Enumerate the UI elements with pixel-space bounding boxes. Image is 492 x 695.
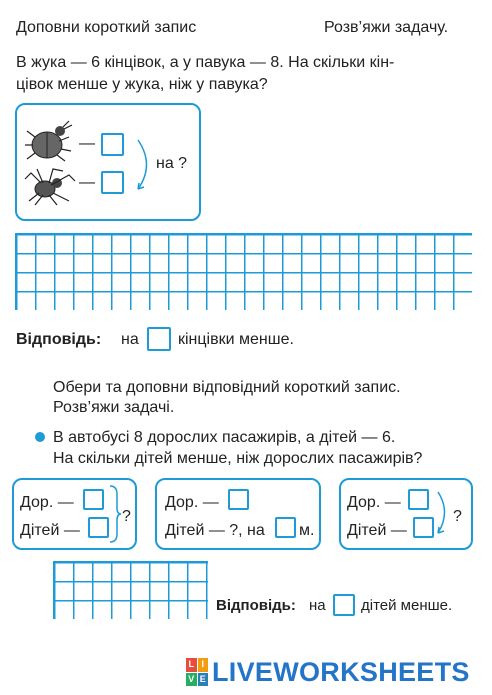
curved-arrow-icon bbox=[135, 137, 157, 193]
option-1-children-input[interactable] bbox=[88, 517, 109, 538]
option-1-panel[interactable] bbox=[12, 478, 137, 550]
logo-letter: E bbox=[198, 673, 209, 687]
answer-post-1: кінцівки менше. bbox=[178, 331, 294, 348]
logo-letter: L bbox=[186, 658, 197, 672]
difference-label: на ? bbox=[156, 155, 188, 172]
option-3-children-input[interactable] bbox=[413, 517, 434, 538]
bullet-icon bbox=[35, 432, 45, 442]
solution-grid-1[interactable] bbox=[15, 233, 472, 310]
answer-pre-1: на bbox=[121, 331, 139, 348]
dash-1: — bbox=[79, 135, 95, 152]
logo-mark-icon bbox=[186, 658, 208, 686]
header-left: Доповни короткий запис bbox=[16, 19, 197, 36]
option-2-adults-input[interactable] bbox=[228, 489, 249, 510]
option-2-adults-label: Дор. — bbox=[165, 494, 219, 511]
beetle-icon bbox=[23, 119, 75, 163]
answer-input-1[interactable] bbox=[147, 327, 171, 351]
option-1-children-label: Дітей — bbox=[20, 522, 80, 539]
task2-intro2: Розв’яжи задачі. bbox=[53, 399, 175, 416]
task1-short-note-panel bbox=[15, 103, 201, 221]
answer-post-2: дітей менше. bbox=[361, 597, 453, 614]
answer-input-2[interactable] bbox=[333, 594, 355, 616]
header-right: Розв’яжи задачу. bbox=[324, 19, 449, 36]
dash-2: — bbox=[79, 174, 95, 191]
curved-arrow-icon bbox=[436, 490, 452, 536]
task2-line2: На скільки дітей менше, ніж дорослих пасажирів? bbox=[53, 450, 423, 467]
legs-spider-input[interactable] bbox=[101, 171, 124, 194]
logo-text: LIVEWORKSHEETS bbox=[212, 656, 470, 687]
answer-pre-2: на bbox=[309, 597, 326, 614]
option-3-adults-label: Дор. — bbox=[347, 494, 401, 511]
task1-line1: В жука — 6 кінцівок, а у павука — 8. На скільки кін- bbox=[16, 54, 395, 71]
option-1-question: ? bbox=[122, 508, 131, 525]
liveworksheets-logo bbox=[186, 655, 470, 689]
answer-label-1: Відповідь: bbox=[16, 331, 102, 348]
legs-beetle-input[interactable] bbox=[101, 133, 124, 156]
option-3-panel[interactable] bbox=[339, 478, 473, 550]
option-2-difference-input[interactable] bbox=[275, 517, 296, 538]
task1-line2: цівок менше у жука, ніж у павука? bbox=[16, 76, 268, 93]
option-3-question: ? bbox=[453, 508, 462, 525]
task2-line1: В автобусі 8 дорослих пасажирів, а дітей — 6. bbox=[53, 429, 396, 446]
logo-letter: V bbox=[186, 673, 197, 687]
spider-icon bbox=[23, 167, 77, 207]
option-2-children-label: Дітей — ?, на bbox=[165, 522, 265, 539]
option-1-adults-input[interactable] bbox=[83, 489, 104, 510]
answer-label-2: Відповідь: bbox=[216, 597, 296, 614]
logo-letter: I bbox=[198, 658, 209, 672]
option-3-adults-input[interactable] bbox=[408, 489, 429, 510]
option-2-unit: м. bbox=[299, 522, 315, 539]
option-3-children-label: Дітей — bbox=[347, 522, 407, 539]
solution-grid-2[interactable] bbox=[53, 561, 208, 619]
brace-icon bbox=[108, 484, 122, 544]
option-1-adults-label: Дор. — bbox=[20, 494, 74, 511]
option-2-panel[interactable] bbox=[155, 478, 321, 550]
task2-intro1: Обери та доповни відповідний короткий запис. bbox=[53, 379, 401, 396]
